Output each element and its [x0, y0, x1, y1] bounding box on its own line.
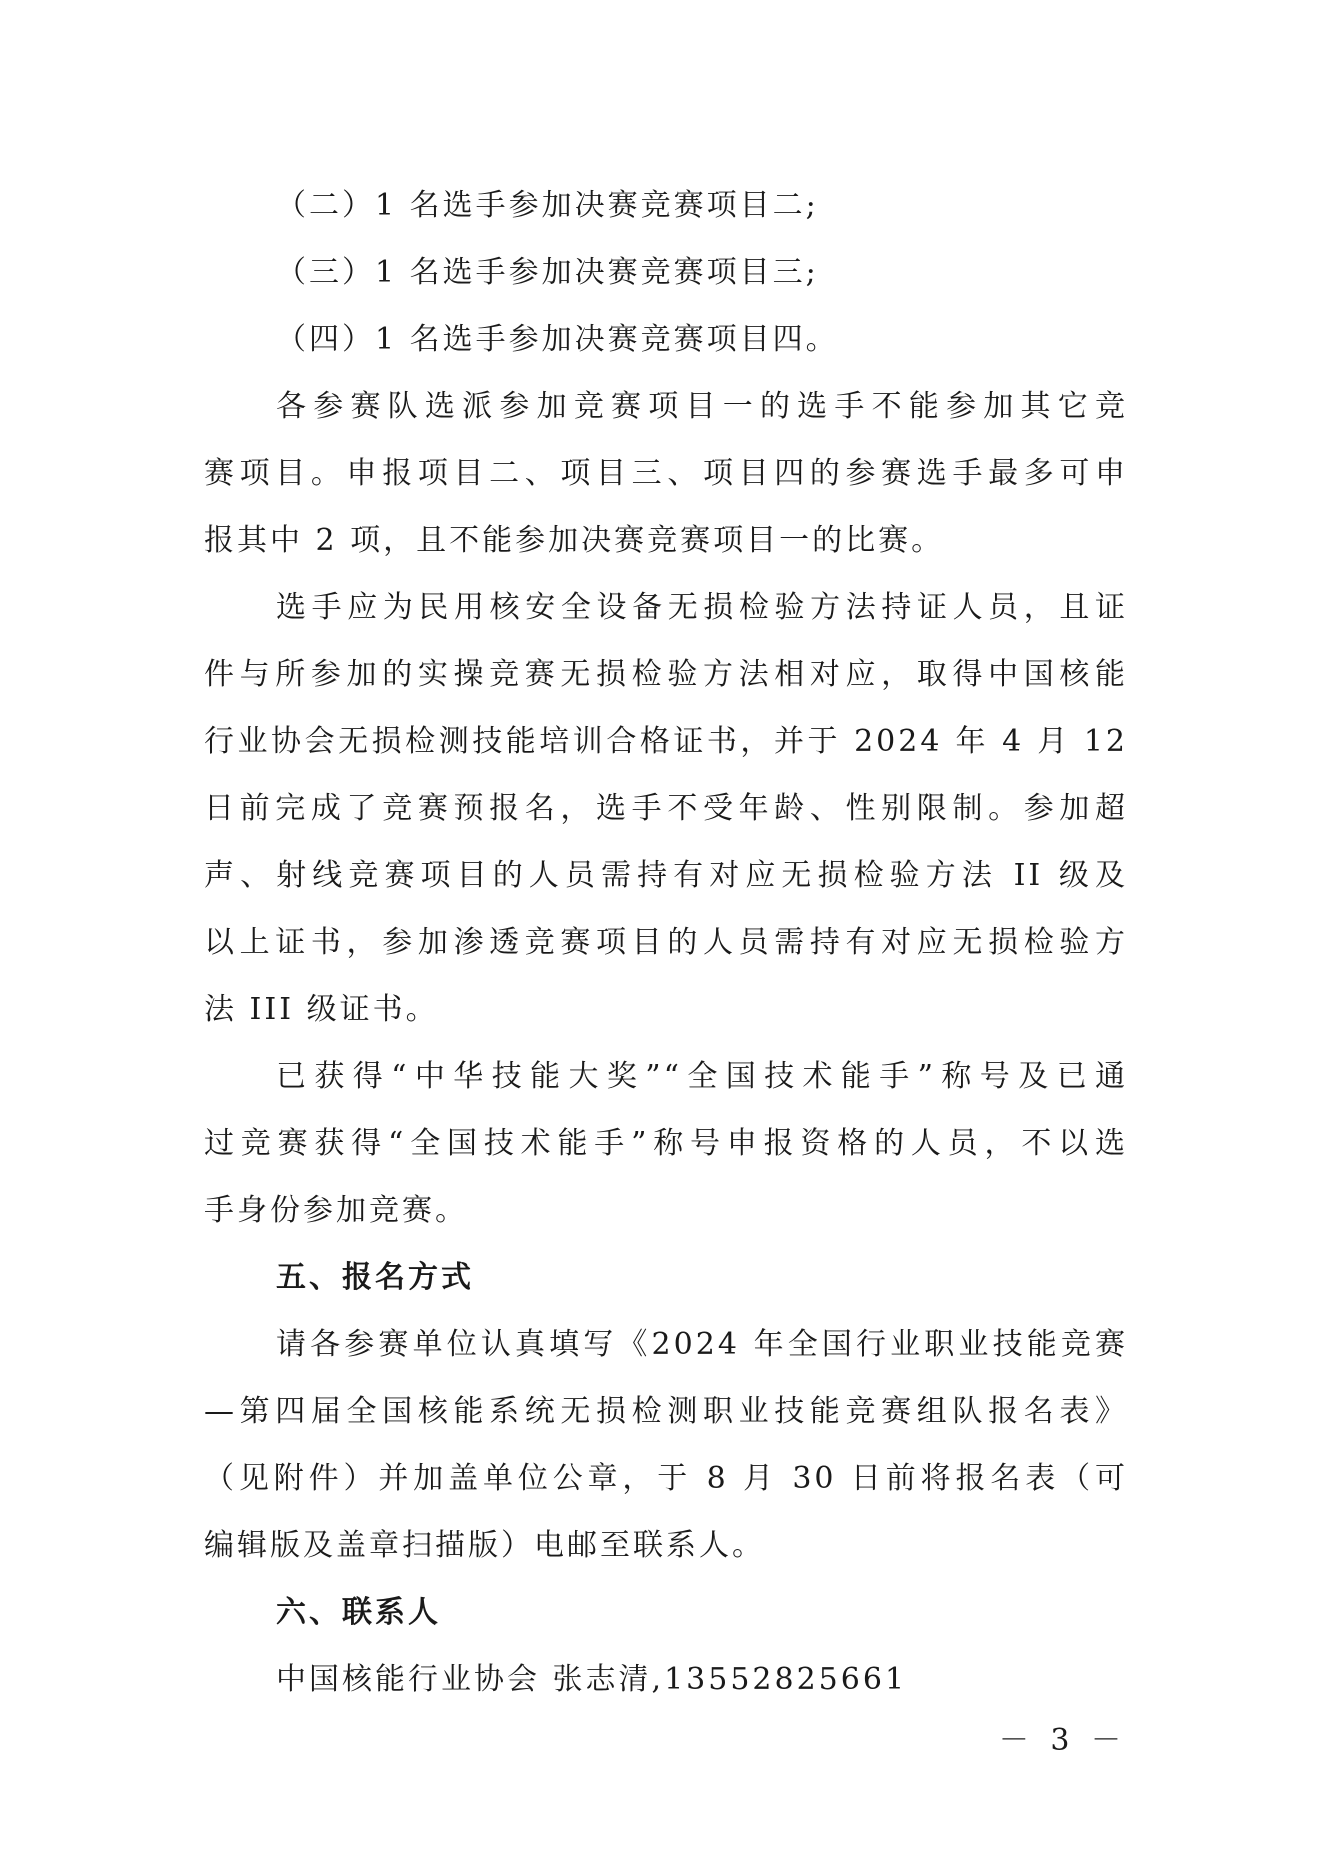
document-body [204, 172, 1128, 1713]
text-line: 行业协会无损检测技能培训合格证书，并于 2024 年 4 月 12 [204, 724, 1128, 759]
text-line: 编辑版及盖章扫描版）电邮至联系人。 [204, 1528, 765, 1563]
text-line: 赛项目。申报项目二、项目三、项目四的参赛选手最多可申 [204, 456, 1128, 491]
text-line: 报其中 2 项，且不能参加决赛竞赛项目一的比赛。 [204, 523, 945, 558]
text-line: （三）1 名选手参加决赛竞赛项目三; [276, 255, 819, 290]
text-line: 以上证书，参加渗透竞赛项目的人员需持有对应无损检验方 [204, 925, 1128, 960]
text-line: （二）1 名选手参加决赛竞赛项目二; [276, 188, 819, 223]
text-line: 手身份参加竞赛。 [204, 1193, 468, 1228]
text-line: 声、射线竞赛项目的人员需持有对应无损检验方法 II 级及 [204, 858, 1128, 893]
text-line: 中国核能行业协会 张志清,13552825661 [276, 1662, 908, 1697]
text-line: 已获得“中华技能大奖”“全国技术能手”称号及已通 [276, 1059, 1128, 1094]
text-line: 日前完成了竞赛预报名，选手不受年龄、性别限制。参加超 [204, 791, 1128, 826]
text-line: 法 III 级证书。 [204, 992, 439, 1027]
section-heading: 五、报名方式 [276, 1260, 474, 1295]
text-line: 件与所参加的实操竞赛无损检验方法相对应，取得中国核能 [204, 657, 1128, 692]
text-line: 选手应为民用核安全设备无损检验方法持证人员，且证 [276, 590, 1128, 625]
text-line: —第四届全国核能系统无损检测职业技能竞赛组队报名表》 [204, 1394, 1128, 1429]
text-line: 各参赛队选派参加竞赛项目一的选手不能参加其它竞 [276, 389, 1128, 424]
page-number: － 3 － [998, 1723, 1127, 1758]
text-line: 过竞赛获得“全国技术能手”称号申报资格的人员，不以选 [204, 1126, 1128, 1161]
text-line: （四）1 名选手参加决赛竞赛项目四。 [276, 322, 839, 357]
section-heading: 六、联系人 [276, 1595, 441, 1630]
text-line: （见附件）并加盖单位公章，于 8 月 30 日前将报名表（可 [204, 1461, 1128, 1496]
text-line: 请各参赛单位认真填写《2024 年全国行业职业技能竞赛 [276, 1327, 1128, 1362]
